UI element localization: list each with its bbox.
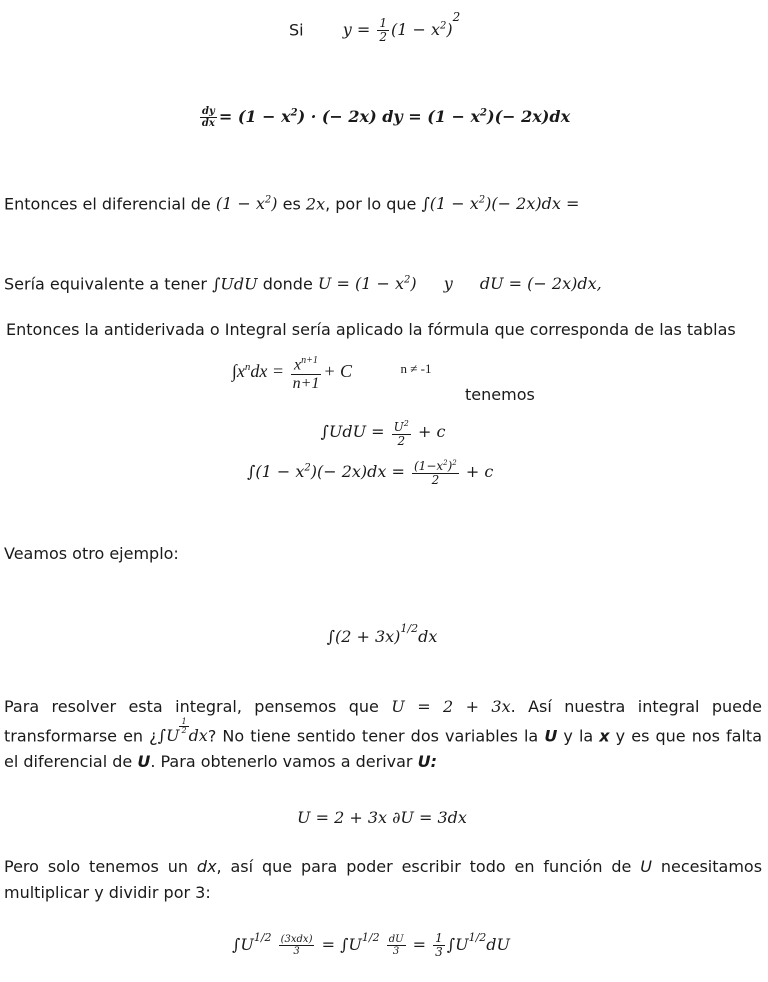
power-rule-condition: n ≠ -1: [400, 360, 432, 376]
line-antiderivative: [6, 319, 736, 341]
line-otro-ejemplo: [4, 543, 179, 565]
otro-ejemplo-text: Veamos otro ejemplo:: [4, 544, 179, 563]
line-differential: Entonces el diferencial de $(1 - x^2)$ es 2x, por lo que $\int(1 - x^2)(- 2x)dx$ =: [4, 194, 580, 214]
antiderivative-text: Entonces la antiderivada o Integral sería aplicado la fórmula que corresponda de las tablas: [6, 320, 736, 339]
line-final: $\int U^{1/2}$ $\frac{\text{(3xdx)}}{3}$ = $\int U^{1/2}$ $\frac{dU}{3}$ = $\frac{1}{3}$ $\int U^{1/2}dU$: [232, 931, 511, 960]
line-si: [289, 10, 461, 45]
line-derive-u: U = 2 + 3x ∂U = 3dx: [297, 808, 467, 827]
tenemos-label: tenemos: [465, 385, 535, 404]
differential-text: Entonces el diferencial de: [4, 194, 211, 214]
paragraph-resolver: Para resolver esta integral, pensemos que U = 2 + 3x. Así nuestra integral puede transformarse en ¿∫U $^{\frac{1}{2}}$ dx? No tiene sentido tener dos variables la U y la x y es que nos falta el diferencial de U. Para obtenerlo vamos a derivar U:: [4, 697, 763, 772]
si-label: Si: [289, 20, 304, 40]
line-equivalent: Sería equivalente a tener ∫UdU donde $U = (1 - x^2)$ y dU = (− 2x)dx,: [4, 274, 602, 294]
equation-derivative: $\frac{dy}{dx}$ = $(1 - x^2)$ · (− 2x) dy = $(1 - x^2)(- 2x)dx$: [201, 106, 571, 130]
line-example-integral: $\int(2 + 3x)^{1/2}dx$: [326, 622, 438, 647]
equation-y: y = $\frac{1}{2}$ $(1 - x^2)^2$: [342, 10, 461, 45]
power-rule-formula: $\int x^ndx$ = $\frac{x^{n+1}}{n+1}$ + C $^{n \ne -1}$: [232, 352, 431, 393]
line-result: $\int(1 - x^2)(- 2x)dx$ = $\frac{(1-x^2)^2}{2}$ + c: [247, 459, 494, 487]
line-udu: ∫UdU = $\frac{U^2}{2}$ + c: [320, 419, 446, 448]
line-derivative: [0, 103, 768, 129]
paragraph-multiplicar: Pero solo tenemos un dx, así que para poder escribir todo en función de U necesitamos multiplicar y dividir por 3:: [4, 857, 763, 902]
